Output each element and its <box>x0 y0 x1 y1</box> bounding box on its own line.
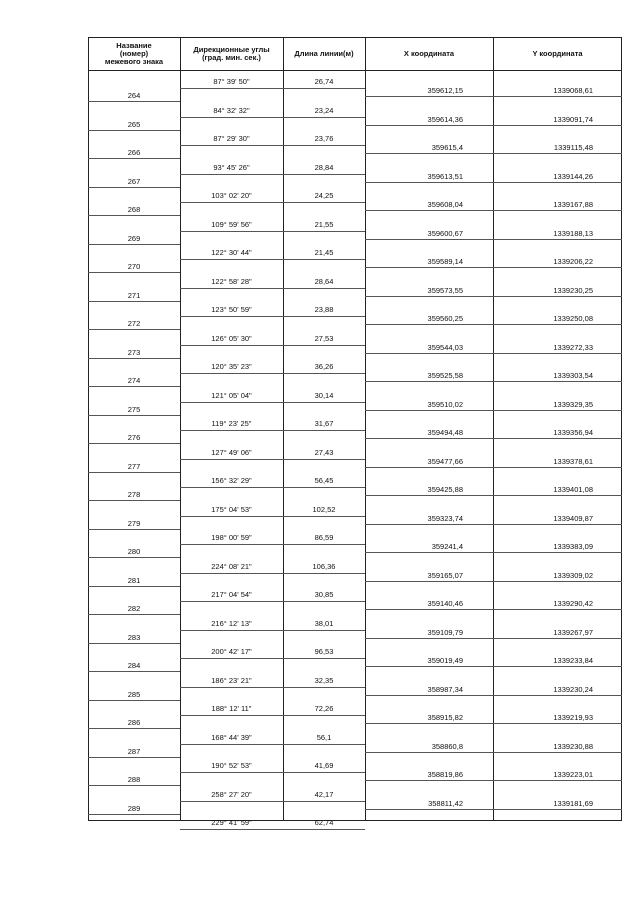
row-rule <box>365 324 622 325</box>
row-rule <box>365 581 622 582</box>
y-coordinate: 1339329,35 <box>553 399 593 409</box>
x-coordinate: 358860,8 <box>431 741 463 751</box>
row-rule <box>365 239 622 240</box>
segment-angle: 258° 27' 20" <box>211 789 252 799</box>
row-rule <box>88 187 180 188</box>
y-coordinate: 1339188,13 <box>553 228 593 238</box>
x-coordinate: 358987,34 <box>427 684 463 694</box>
row-rule <box>88 557 180 558</box>
segment-length: 21,55 <box>314 219 334 229</box>
segment-angle: 188° 12' 11" <box>211 704 252 713</box>
y-coordinate: 1339383,09 <box>553 542 593 551</box>
row-rule <box>88 272 180 273</box>
row-rule <box>365 638 622 639</box>
row-rule <box>180 687 365 688</box>
y-coordinate: 1339356,94 <box>553 428 593 437</box>
row-rule <box>180 516 365 517</box>
header-angles: Дирекционные углы (град. мин. сек.) <box>193 45 270 62</box>
point-number: 287 <box>127 746 141 756</box>
segment-angle: 121° 05' 04" <box>211 390 252 400</box>
x-coordinate: 359614,36 <box>427 114 463 124</box>
row-rule <box>180 715 365 716</box>
point-number: 283 <box>127 632 141 642</box>
segment-length: 23,24 <box>314 105 334 115</box>
y-coordinate: 1339409,87 <box>553 513 593 523</box>
row-rule <box>88 586 180 587</box>
segment-length: 24,25 <box>314 191 334 200</box>
row-rule <box>365 695 622 696</box>
row-rule <box>180 345 365 346</box>
row-rule <box>180 88 365 89</box>
row-rule <box>88 472 180 473</box>
row-rule <box>180 316 365 317</box>
row-rule <box>180 231 365 232</box>
segment-length: 36,26 <box>314 362 334 371</box>
segment-angle: 119° 23' 25" <box>211 419 252 428</box>
segment-angle: 122° 30' 44" <box>211 248 252 257</box>
row-rule <box>365 182 622 183</box>
y-coordinate: 1339068,61 <box>553 86 593 95</box>
row-rule <box>88 301 180 302</box>
row-rule <box>88 358 180 359</box>
row-rule <box>365 438 622 439</box>
point-number: 278 <box>127 490 141 499</box>
y-coordinate: 1339206,22 <box>553 257 593 266</box>
point-number: 284 <box>127 661 141 670</box>
x-coordinate: 358811,42 <box>428 798 463 808</box>
segment-angle: 127° 49' 06" <box>211 447 252 457</box>
segment-length: 30,14 <box>314 390 334 400</box>
x-coordinate: 359525,58 <box>427 371 463 380</box>
row-rule <box>180 373 365 374</box>
x-coordinate: 359241,4 <box>431 542 463 551</box>
row-rule <box>88 529 180 530</box>
point-number: 282 <box>127 604 141 613</box>
row-rule <box>365 96 622 97</box>
segment-length: 28,84 <box>314 162 334 172</box>
segment-length: 106,36 <box>312 561 336 571</box>
row-rule <box>180 601 365 602</box>
x-coordinate: 359615,4 <box>431 143 463 152</box>
row-rule <box>365 552 622 553</box>
row-rule <box>365 267 622 268</box>
x-coordinate: 358819,86 <box>427 770 463 779</box>
segment-length: 28,64 <box>314 276 334 286</box>
x-coordinate: 359510,02 <box>427 399 463 409</box>
row-rule <box>365 723 622 724</box>
row-rule <box>365 125 622 126</box>
y-coordinate: 1339181,69 <box>553 798 593 808</box>
point-number: 280 <box>127 547 141 556</box>
row-rule <box>365 467 622 468</box>
y-coordinate: 1339091,74 <box>553 114 593 124</box>
row-rule <box>365 210 622 211</box>
segment-length: 21,45 <box>314 248 334 257</box>
row-rule <box>365 381 622 382</box>
row-rule <box>88 386 180 387</box>
point-number: 271 <box>127 290 141 300</box>
row-rule <box>180 630 365 631</box>
row-rule <box>88 757 180 758</box>
point-number: 265 <box>127 119 141 129</box>
x-coordinate: 359608,04 <box>427 200 463 209</box>
segment-length: 56,45 <box>314 476 334 485</box>
row-rule <box>365 296 622 297</box>
row-rule <box>365 609 622 610</box>
row-rule <box>365 410 622 411</box>
y-coordinate: 1339272,33 <box>553 342 593 352</box>
row-rule <box>180 658 365 659</box>
point-number: 272 <box>127 319 141 328</box>
row-rule <box>180 402 365 403</box>
row-rule <box>180 174 365 175</box>
row-rule <box>88 244 180 245</box>
segment-angle: 123° 50' 59" <box>211 305 252 314</box>
row-rule <box>180 117 365 118</box>
row-rule <box>88 614 180 615</box>
header-bottom-border <box>88 70 622 71</box>
x-coordinate: 358915,82 <box>427 713 463 722</box>
x-coordinate: 359019,49 <box>427 656 463 665</box>
x-coordinate: 359494,48 <box>427 428 463 437</box>
y-coordinate: 1339144,26 <box>553 171 593 181</box>
point-number: 275 <box>127 404 141 414</box>
row-rule <box>88 415 180 416</box>
y-coordinate: 1339233,84 <box>553 656 593 665</box>
x-coordinate: 359165,07 <box>427 570 463 580</box>
segment-angle: 120° 35' 23" <box>211 362 252 371</box>
point-number: 268 <box>127 205 141 214</box>
segment-angle: 224° 08' 21" <box>211 561 252 571</box>
y-coordinate: 1339230,24 <box>553 684 593 694</box>
segment-length: 102,52 <box>312 504 336 514</box>
segment-angle: 103° 02' 20" <box>211 191 252 200</box>
point-number: 276 <box>127 433 141 442</box>
row-rule <box>88 130 180 131</box>
header-name: Название (номер) межевого знака <box>104 41 164 66</box>
segment-length: 27,53 <box>314 333 334 343</box>
segment-angle: 175° 04' 53" <box>211 504 252 514</box>
row-rule <box>180 288 365 289</box>
x-coordinate: 359477,66 <box>427 456 463 466</box>
segment-length: 32,35 <box>314 675 334 685</box>
row-rule <box>88 785 180 786</box>
header-length: Длина линии(м) <box>294 49 354 58</box>
point-number: 267 <box>127 176 141 186</box>
row-rule <box>180 544 365 545</box>
row-rule <box>365 780 622 781</box>
row-rule <box>88 728 180 729</box>
row-rule <box>88 215 180 216</box>
segment-angle: 190° 52' 53" <box>211 761 252 770</box>
segment-angle: 122° 58' 28" <box>211 276 252 286</box>
row-rule <box>180 145 365 146</box>
segment-length: 56,1 <box>316 732 332 742</box>
segment-angle: 186° 23' 21" <box>211 675 252 685</box>
x-coordinate: 359613,51 <box>427 171 463 181</box>
x-coordinate: 359612,15 <box>427 86 463 95</box>
segment-length: 30,85 <box>314 590 334 599</box>
y-coordinate: 1339250,08 <box>553 314 593 323</box>
segment-angle: 216° 12' 13" <box>211 618 252 628</box>
row-rule <box>88 700 180 701</box>
y-coordinate: 1339167,88 <box>553 200 593 209</box>
segment-length: 27,43 <box>314 447 334 457</box>
point-number: 285 <box>127 689 141 699</box>
segment-length: 38,01 <box>314 618 334 628</box>
row-rule <box>88 671 180 672</box>
y-coordinate: 1339290,42 <box>553 599 593 608</box>
segment-angle: 200° 42' 17" <box>211 647 252 656</box>
segment-angle: 84° 32' 32" <box>213 105 250 115</box>
coordinates-table <box>88 37 622 827</box>
x-coordinate: 359600,67 <box>427 228 463 238</box>
row-rule <box>180 744 365 745</box>
row-rule <box>180 430 365 431</box>
row-rule <box>180 487 365 488</box>
point-number: 281 <box>127 575 141 585</box>
row-rule <box>88 158 180 159</box>
segment-length: 31,67 <box>314 419 334 428</box>
y-coordinate: 1339230,88 <box>553 741 593 751</box>
segment-length: 23,76 <box>314 134 334 143</box>
y-coordinate: 1339378,61 <box>553 456 593 466</box>
x-coordinate: 359589,14 <box>427 257 463 266</box>
row-rule <box>180 573 365 574</box>
segment-length: 62,74 <box>314 818 334 827</box>
point-number: 273 <box>127 347 141 357</box>
segment-angle: 87° 29' 30" <box>213 134 250 143</box>
y-coordinate: 1339219,93 <box>553 713 593 722</box>
point-number: 277 <box>127 461 141 471</box>
row-rule <box>180 202 365 203</box>
row-rule <box>365 809 622 810</box>
header-x: X координата <box>403 49 455 58</box>
table-top-border <box>88 37 622 38</box>
segment-length: 41,69 <box>314 761 334 770</box>
segment-angle: 156° 32' 29" <box>211 476 252 485</box>
point-number: 289 <box>127 803 141 813</box>
x-coordinate: 359323,74 <box>427 513 463 523</box>
x-coordinate: 359560,25 <box>427 314 463 323</box>
point-number: 270 <box>127 262 141 271</box>
column-divider <box>621 37 622 821</box>
y-coordinate: 1339267,97 <box>553 627 593 637</box>
row-rule <box>365 495 622 496</box>
row-rule <box>88 443 180 444</box>
y-coordinate: 1339230,25 <box>553 285 593 295</box>
x-coordinate: 359140,46 <box>427 599 463 608</box>
segment-angle: 229° 41' 59" <box>211 818 252 827</box>
segment-length: 72,26 <box>314 704 334 713</box>
point-number: 288 <box>127 775 141 784</box>
segment-angle: 168° 44' 39" <box>211 732 252 742</box>
row-rule <box>365 666 622 667</box>
segment-length: 86,59 <box>314 533 334 542</box>
point-number: 269 <box>127 233 141 243</box>
segment-angle: 198° 00' 59" <box>211 533 252 542</box>
segment-angle: 217° 04' 54" <box>211 590 252 599</box>
segment-angle: 126° 05' 30" <box>211 333 252 343</box>
y-coordinate: 1339223,01 <box>553 770 593 779</box>
header-y: Y координата <box>532 49 583 58</box>
x-coordinate: 359544,03 <box>427 342 463 352</box>
row-rule <box>180 259 365 260</box>
row-rule <box>365 524 622 525</box>
y-coordinate: 1339303,54 <box>553 371 593 380</box>
point-number: 286 <box>127 718 141 727</box>
segment-angle: 93° 45' 26" <box>213 162 250 172</box>
y-coordinate: 1339309,02 <box>553 570 593 580</box>
x-coordinate: 359425,88 <box>427 485 463 494</box>
segment-length: 42,17 <box>314 789 334 799</box>
point-number: 264 <box>127 91 141 100</box>
x-coordinate: 359573,55 <box>427 285 463 295</box>
row-rule <box>365 752 622 753</box>
row-rule <box>88 329 180 330</box>
row-rule <box>180 459 365 460</box>
segment-angle: 87° 39' 50" <box>213 77 250 86</box>
segment-length: 23,88 <box>314 305 334 314</box>
point-number: 274 <box>127 376 141 385</box>
point-number: 279 <box>127 518 141 528</box>
row-rule <box>180 772 365 773</box>
y-coordinate: 1339115,48 <box>553 143 593 152</box>
segment-angle: 109° 59' 56" <box>211 219 252 229</box>
row-rule <box>88 500 180 501</box>
y-coordinate: 1339401,08 <box>553 485 593 494</box>
row-rule <box>180 829 365 830</box>
row-rule <box>88 814 180 815</box>
row-rule <box>365 353 622 354</box>
point-number: 266 <box>127 148 141 157</box>
row-rule <box>365 153 622 154</box>
segment-length: 26,74 <box>314 77 334 86</box>
segment-length: 96,53 <box>314 647 334 656</box>
row-rule <box>88 101 180 102</box>
row-rule <box>88 643 180 644</box>
row-rule <box>180 801 365 802</box>
x-coordinate: 359109,79 <box>427 627 463 637</box>
